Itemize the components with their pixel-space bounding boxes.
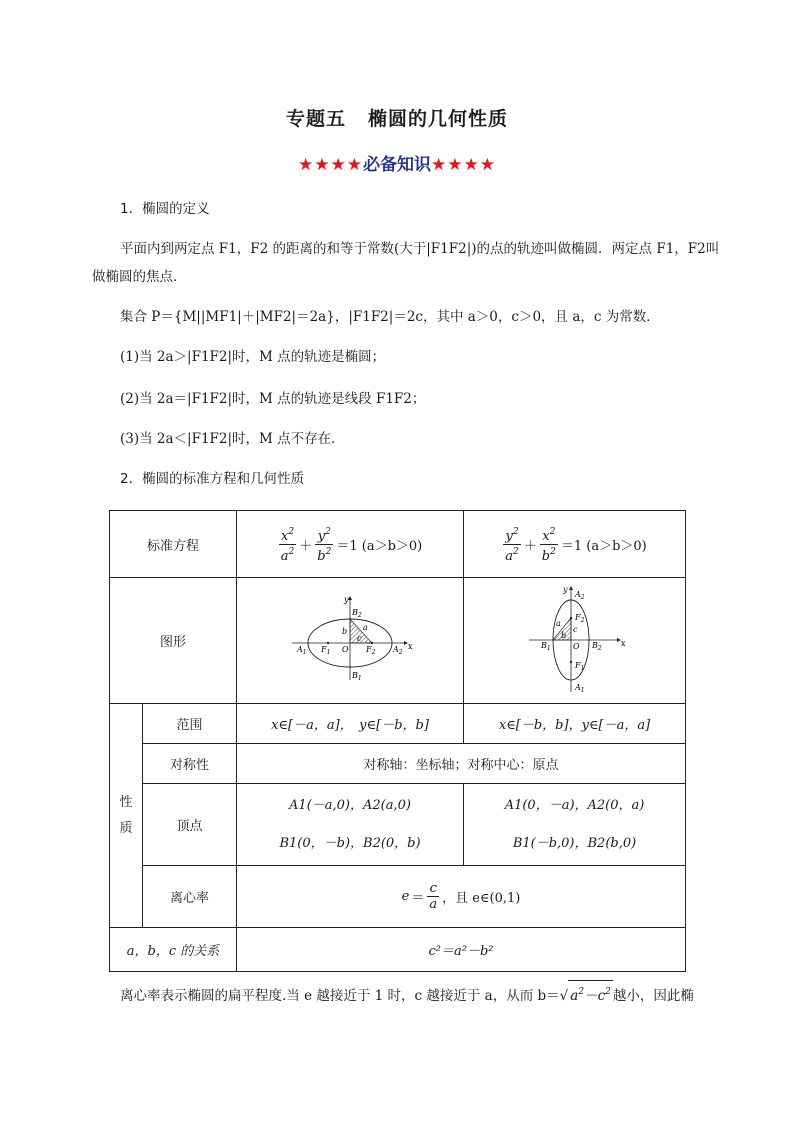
vertex-vertical: A1(0，－a)，A2(0，a) B1(－b,0)，B2(b,0) <box>464 784 686 866</box>
definition-line-1: 平面内到两定点 F1，F2 的距离的和等于常数(大于|F1F2|)的点的轨迹叫做椭圆．两定点 F1，F2叫 <box>120 241 720 257</box>
svg-text:x: x <box>620 638 626 648</box>
title-part-2: 椭圆的几何性质 <box>368 108 509 130</box>
page-title <box>0 104 794 131</box>
abc-relation-label: a，b，c 的关系 <box>110 928 237 972</box>
definition-line-2: 做椭圆的焦点． <box>92 269 187 285</box>
title-part-1: 专题五 <box>285 108 346 130</box>
svg-text:A1: $A_1$ <box>574 682 585 694</box>
banner-text: 必备知识 <box>363 155 431 175</box>
horizontal-ellipse-diagram <box>290 594 413 684</box>
section-1-heading: 1．椭圆的定义 <box>120 201 210 217</box>
svg-text:b: b <box>560 630 566 640</box>
svg-text:y: y <box>562 584 568 594</box>
svg-text:B1: $B_1$ <box>540 640 551 652</box>
case-1: (1)当 2a＞|F1F2|时，M 点的轨迹是椭圆； <box>120 349 386 365</box>
svg-text:F1: $F_1$ <box>574 660 584 672</box>
svg-text:A2: $A_2$ <box>574 589 585 601</box>
svg-text:x: x <box>408 641 413 651</box>
eccentricity-value: e ＝ $\frac{c}{a}$ ，且 e∈(0,1) <box>237 866 686 928</box>
footer-line: 离心率表示椭圆的扁平程度.当 e 越接近于 1 时，c 越接近于 a，从而 b＝√ $a^2-c^2$ 越小，因此椭 <box>120 980 694 1007</box>
graph-vertical-ellipse <box>464 578 686 704</box>
abc-relation-value: c²＝a²－b² <box>237 928 686 972</box>
svg-text:a: a <box>363 622 368 632</box>
svg-text:F2: $F_2$ <box>574 612 584 624</box>
svg-text:b: b <box>342 626 348 636</box>
graph-label: 图形 <box>110 578 237 704</box>
symmetry-label: 对称性 <box>143 744 237 784</box>
std-eq-vertical: $\frac{y^2}{a^2}$ ＋ $\frac{x^2}{b^2}$ ＝1 (a＞b＞0) <box>464 511 686 578</box>
svg-text:O: O <box>342 644 349 654</box>
svg-text:B2: $B_2$ <box>591 640 602 652</box>
svg-text:c: c <box>572 624 577 634</box>
section-banner <box>0 150 794 175</box>
svg-text:A2: $A_2$ <box>393 644 403 656</box>
range-vertical: x∈[－b，b]，y∈[－a，a] <box>464 704 686 744</box>
case-3: (3)当 2a＜|F1F2|时，M 点不存在． <box>120 431 345 447</box>
properties-label: 性 质 <box>110 704 143 928</box>
vertical-ellipse-diagram <box>525 584 625 694</box>
svg-text:B2: $B_2$ <box>352 607 362 619</box>
svg-text:y: y <box>344 594 349 604</box>
std-eq-horizontal: $\frac{x^2}{a^2}$ ＋ $\frac{y^2}{b^2}$ ＝1 (a＞b＞0) <box>237 511 464 578</box>
svg-text:c: c <box>357 633 362 643</box>
stars-left: ★★★★ <box>298 155 363 175</box>
svg-text:A1: $A_1$ <box>297 644 307 656</box>
svg-text:a: a <box>555 618 561 628</box>
svg-text:O: O <box>572 641 580 651</box>
std-eq-label: 标准方程 <box>110 511 237 578</box>
sqrt-expression: √ $a^2-c^2$ <box>560 988 613 1004</box>
vertex-horizontal: A1(－a,0)，A2(a,0) B1(0，－b)，B2(0，b) <box>237 784 464 866</box>
svg-text:F2: $F_2$ <box>366 644 376 656</box>
range-label: 范围 <box>143 704 237 744</box>
section-2-heading: 2．椭圆的标准方程和几何性质 <box>120 471 305 487</box>
ellipse-properties-table <box>109 510 686 972</box>
range-horizontal: x∈[－a，a]， y∈[－b，b] <box>237 704 464 744</box>
case-2: (2)当 2a＝|F1F2|时，M 点的轨迹是线段 F1F2； <box>120 391 426 407</box>
graph-horizontal-ellipse <box>237 578 464 704</box>
symmetry-value: 对称轴：坐标轴；对称中心：原点 <box>237 744 686 784</box>
svg-text:B1: $B_1$ <box>352 670 362 682</box>
eccentricity-label: 离心率 <box>143 866 237 928</box>
vertex-label: 顶点 <box>143 784 237 866</box>
set-definition: 集合 P＝{M||MF1|＋|MF2|＝2a}，|F1F2|＝2c，其中 a＞0，c＞0，且 a，c 为常数． <box>120 309 660 325</box>
stars-right: ★★★★ <box>431 155 496 175</box>
svg-text:F1: $F_1$ <box>321 644 331 656</box>
